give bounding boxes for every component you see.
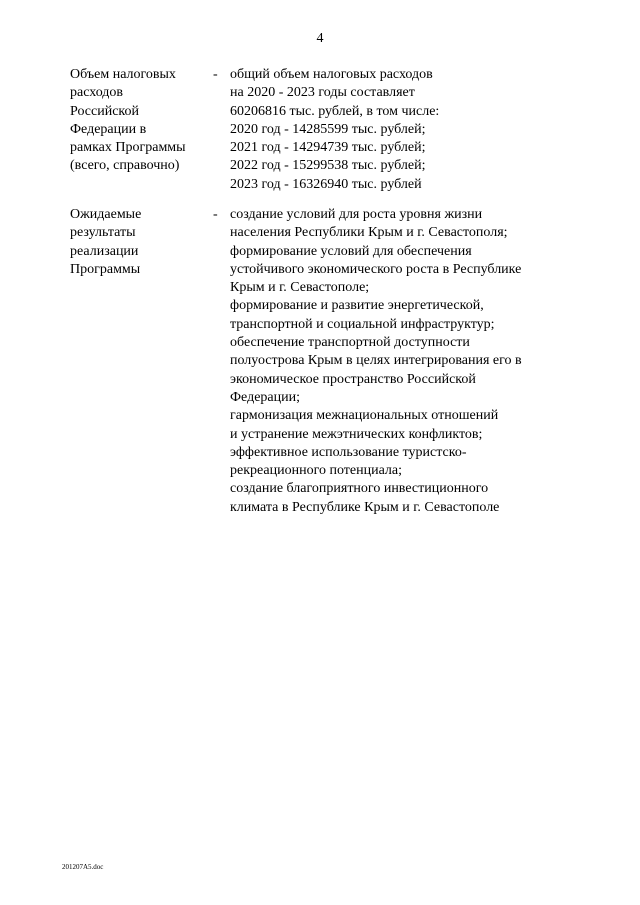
label-line: Российской xyxy=(70,103,139,119)
value-line: полуострова Крым в целях интегрирования его в xyxy=(230,353,522,369)
footer-file-code: 201207A5.doc xyxy=(62,863,104,871)
value-line: климата в Республике Крым и г. Севастополе xyxy=(230,499,500,515)
label-line: Федерации в xyxy=(70,121,147,137)
value-line: обеспечение транспортной доступности xyxy=(230,335,470,351)
value-line: и устранение межэтнических конфликтов; xyxy=(230,426,483,442)
value-line: транспортной и социальной инфраструктур; xyxy=(230,316,495,332)
value-line: создание благоприятного инвестиционного xyxy=(230,481,489,497)
section-value xyxy=(230,206,560,517)
label-line: рамках Программы xyxy=(70,140,186,156)
value-line: формирование условий для обеспечения xyxy=(230,243,472,259)
value-line: Крым и г. Севастополе; xyxy=(230,280,370,296)
value-line: 2021 год - 14294739 тыс. рублей; xyxy=(230,140,426,156)
dash-separator xyxy=(213,66,225,84)
section-value xyxy=(230,66,560,194)
value-line: населения Республики Крым и г. Севастополя; xyxy=(230,225,508,241)
label-line: Объем налоговых xyxy=(70,67,176,82)
value-line: на 2020 - 2023 годы составляет xyxy=(230,85,415,101)
dash-text: - xyxy=(213,207,218,222)
value-line: эффективное использование туристско- xyxy=(230,444,467,460)
value-line: 2022 год - 15299538 тыс. рублей; xyxy=(230,158,426,174)
page-number: 4 xyxy=(316,31,324,46)
label-line: Программы xyxy=(70,261,141,277)
label-line: (всего, справочно) xyxy=(70,158,180,174)
value-line: 60206816 тыс. рублей, в том числе: xyxy=(230,103,440,119)
value-line: создание условий для роста уровня жизни xyxy=(230,207,483,222)
value-line: гармонизация межнациональных отношений xyxy=(230,408,499,424)
dash-text: - xyxy=(213,67,218,82)
label-line: Ожидаемые xyxy=(70,207,142,222)
value-line: 2023 год - 16326940 тыс. рублей xyxy=(230,176,422,192)
value-line: общий объем налоговых расходов xyxy=(230,67,433,82)
value-line: формирование и развитие энергетической, xyxy=(230,298,484,314)
dash-separator xyxy=(213,206,225,224)
value-line: устойчивого экономического роста в Республике xyxy=(230,261,522,277)
value-line: рекреационного потенциала; xyxy=(230,463,403,479)
value-line: 2020 год - 14285599 тыс. рублей; xyxy=(230,121,426,137)
value-line: Федерации; xyxy=(230,389,301,405)
section-label xyxy=(70,206,202,279)
label-line: результаты xyxy=(70,225,136,241)
section-label xyxy=(70,66,202,176)
value-line: экономическое пространство Российской xyxy=(230,371,476,387)
label-line: реализации xyxy=(70,243,139,259)
label-line: расходов xyxy=(70,85,124,101)
